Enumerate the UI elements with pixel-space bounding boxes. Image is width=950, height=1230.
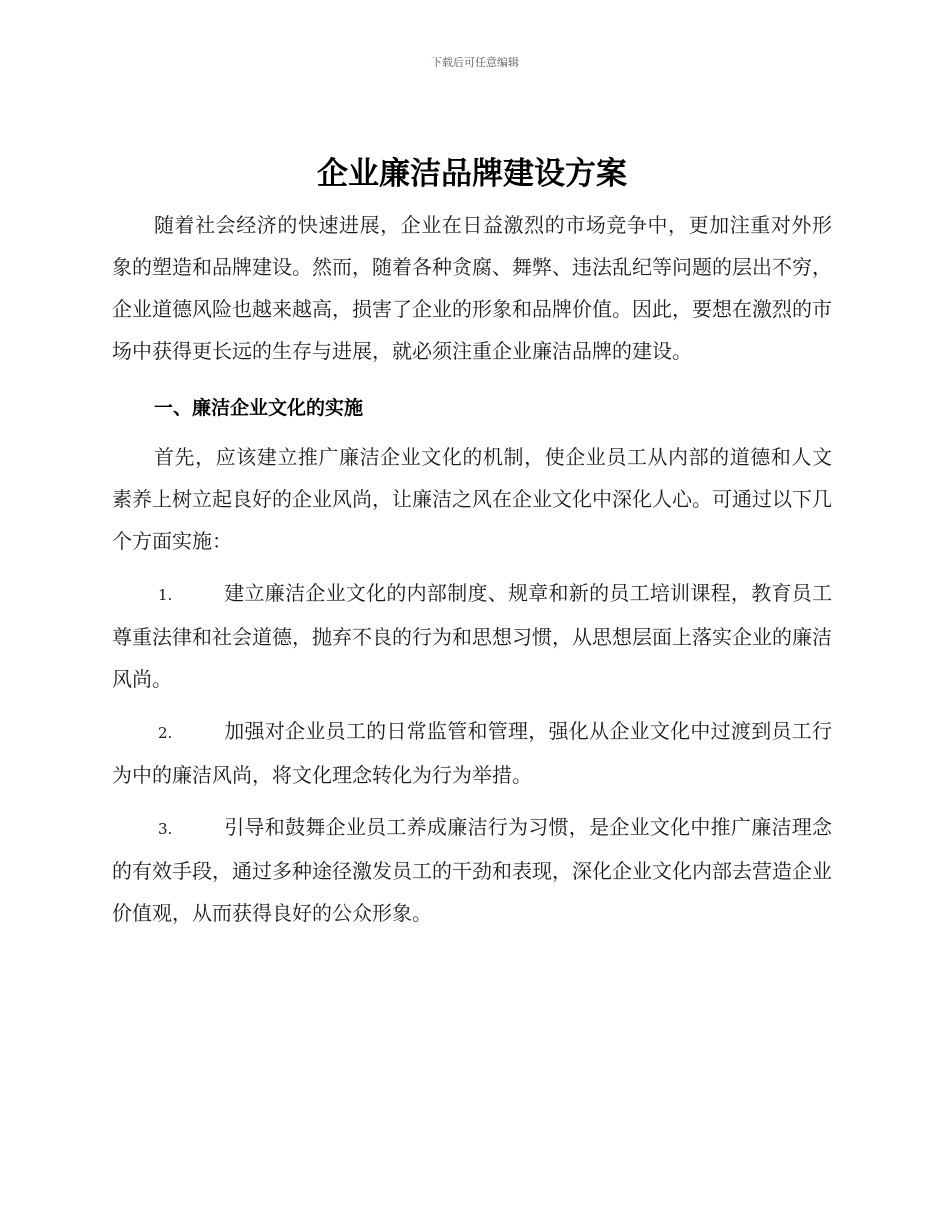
section-intro-paragraph: 首先，应该建立推广廉洁企业文化的机制，使企业员工从内部的道德和人文素养上树立起良好的企业风尚，让廉洁之风在企业文化中深化人心。可通过以下几个方面实施：: [112, 445, 832, 553]
list-item-number: 2.: [158, 724, 173, 742]
list-item: [112, 572, 832, 700]
list-item-text: 建立廉洁企业文化的内部制度、规章和新的员工培训课程，教育员工尊重法律和社会道德，抛弃不良的行为和思想习惯，从思想层面上落实企业的廉洁风尚。: [112, 581, 832, 691]
list-item-number: 1.: [158, 586, 173, 604]
list-item: [112, 710, 832, 796]
section-heading: 一、廉洁企业文化的实施: [154, 397, 364, 419]
document-body: [112, 148, 832, 944]
document-title: 企业廉洁品牌建设方案: [317, 156, 627, 192]
list-item: [112, 806, 832, 934]
list-item-number: 3.: [158, 820, 173, 838]
page-header: 下载后可任意编辑: [431, 56, 519, 69]
intro-paragraph: 随着社会经济的快速进展，企业在日益激烈的市场竞争中，更加注重对外形象的塑造和品牌建设。然而，随着各种贪腐、舞弊、违法乱纪等问题的层出不穷，企业道德风险也越来越高，损害了企业的形象和品牌价值。因此，要想在激烈的市场中获得更长远的生存与进展，就必须注重企业廉洁品牌的建设。: [112, 213, 832, 363]
list-item-text: 加强对企业员工的日常监管和管理，强化从企业文化中过渡到员工行为中的廉洁风尚，将文化理念转化为行为举措。: [112, 719, 832, 787]
list-item-text: 引导和鼓舞企业员工养成廉洁行为习惯，是企业文化中推广廉洁理念的有效手段，通过多种途径激发员工的干劲和表现，深化企业文化内部去营造企业价值观，从而获得良好的公众形象。: [112, 815, 832, 925]
